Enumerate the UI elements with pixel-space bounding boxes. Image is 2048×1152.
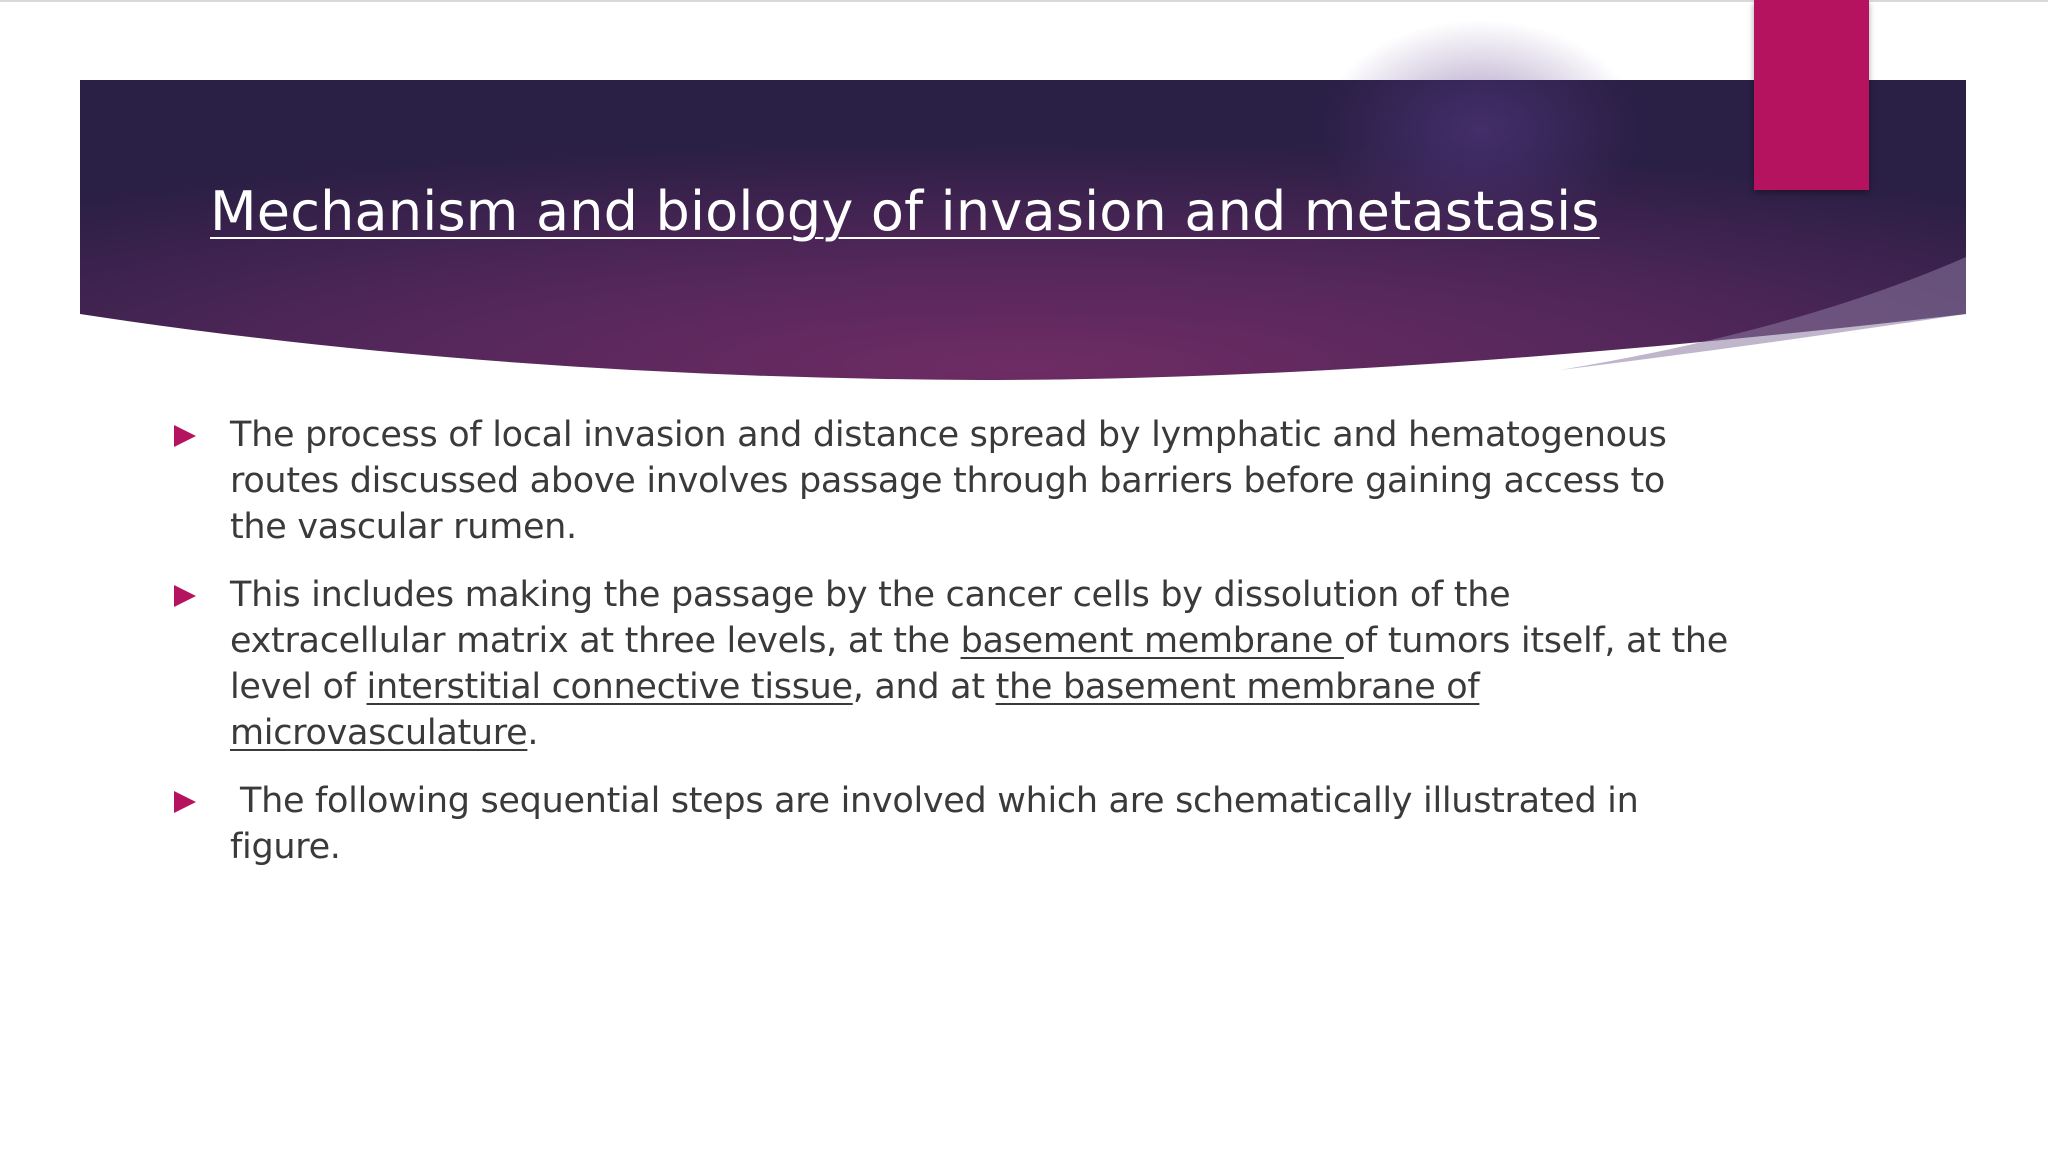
bullet-item-1 [172,412,1732,550]
bullet-text-part: . [527,713,539,753]
bullet-text-part: , and at [852,667,996,707]
underlined-term-interstitial-tissue: interstitial connective tissue [366,667,853,707]
bullet-list [172,412,1732,892]
triangle-right-icon [174,425,196,447]
bullet-text-part: This includes making the passage by the cancer cells by dissolution of the extracellular matrix at three levels, at the [230,575,1511,661]
underlined-term-basement-membrane: basement membrane [960,621,1344,661]
bullet-item-3 [172,778,1732,870]
triangle-right-icon [174,585,196,607]
bullet-text: The process of local invasion and distance spread by lymphatic and hematogenous routes discussed above involves passage through barriers before gaining access to the vascular rumen. [230,415,1667,547]
bullet-text-part: of tumors itself, at the level of [230,621,1728,707]
accent-tab [1754,0,1869,190]
underlined-term-microvasculature: the basement membrane of microvasculature [230,667,1480,753]
bullet-item-2 [172,572,1732,756]
triangle-right-icon [174,791,196,813]
slide-title: Mechanism and biology of invasion and metastasis [210,180,1600,243]
bullet-text: The following sequential steps are involved which are schematically illustrated in figure. [230,781,1639,867]
